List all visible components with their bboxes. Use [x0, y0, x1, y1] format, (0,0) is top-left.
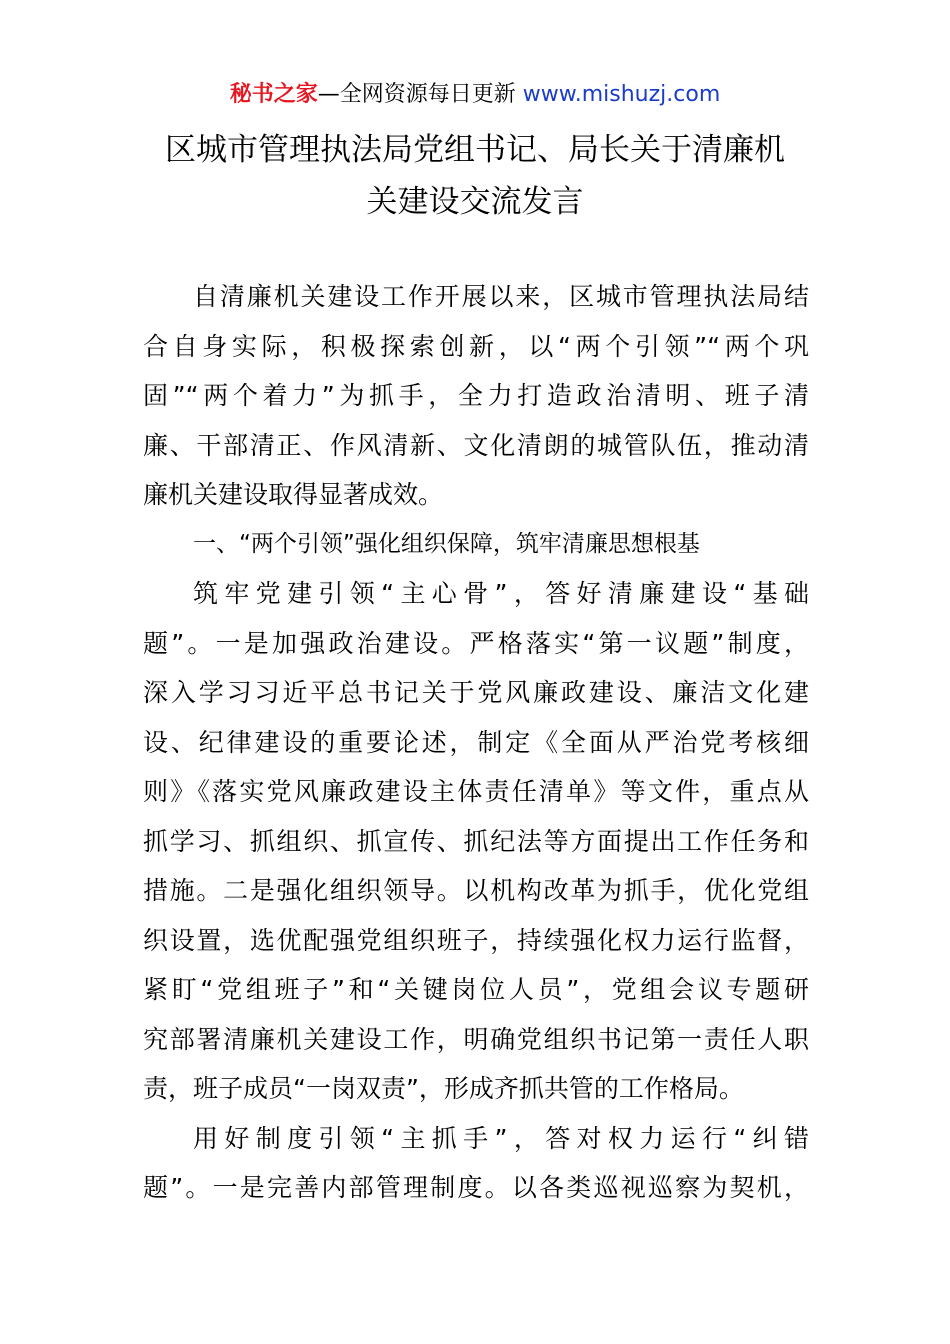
body-line: 深入学习习近平总书记关于党风廉政建设、廉洁文化建	[143, 678, 809, 707]
site-header	[0, 80, 950, 110]
body-line: 责，班子成员“一岗双责”，形成齐抓共管的工作格局。	[143, 1074, 744, 1103]
body-line: 措施。二是强化组织领导。以机构改革为抓手，优化党组	[143, 876, 809, 905]
body-line: 用好制度引领“主抓手”，答对权力运行“纠错	[193, 1123, 809, 1153]
body-line: 织设置，选优配强党组织班子，持续强化权力运行监督，	[143, 925, 809, 955]
body-line: 则》《落实党风廉政建设主体责任清单》等文件，重点从	[143, 777, 809, 806]
body-line: 自清廉机关建设工作开展以来，区城市管理执法局结	[193, 282, 809, 311]
document-title	[100, 124, 850, 228]
body-line: 合自身实际，积极探索创新，以“两个引领”“两个巩	[143, 331, 809, 361]
body-line: 究部署清廉机关建设工作，明确党组织书记第一责任人职	[143, 1024, 809, 1054]
body-line: 设、纪律建设的重要论述，制定《全面从严治党考核细	[143, 727, 809, 757]
site-url-link[interactable]: www.mishuzj.com	[522, 82, 721, 107]
body-line: 廉机关建设取得显著成效。	[143, 480, 444, 509]
document-title-line-2: 关建设交流发言	[366, 184, 584, 220]
section-heading: 一、“两个引领”强化组织保障，筑牢清廉思想根基	[193, 530, 700, 557]
body-line: 廉、干部清正、作风清新、文化清朗的城管队伍，推动清	[143, 430, 809, 460]
site-tagline: —全网资源每日更新	[317, 82, 523, 107]
body-line: 题”。一是完善内部管理制度。以各类巡视巡察为契机，	[143, 1173, 809, 1202]
document-body	[143, 272, 809, 1213]
body-line: 题”。一是加强政治建设。严格落实“第一议题”制度，	[143, 628, 809, 658]
body-line: 固”“两个着力”为抓手，全力打造政治清明、班子清	[143, 381, 809, 410]
body-line: 紧盯“党组班子”和“关键岗位人员”，党组会议专题研	[143, 975, 809, 1004]
document-title-line-1: 区城市管理执法局党组书记、局长关于清廉机	[165, 132, 785, 168]
body-line: 筑牢党建引领“主心骨”，答好清廉建设“基础	[193, 579, 809, 608]
site-brand: 秘书之家	[229, 82, 318, 107]
body-line: 抓学习、抓组织、抓宣传、抓纪法等方面提出工作任务和	[143, 826, 809, 856]
